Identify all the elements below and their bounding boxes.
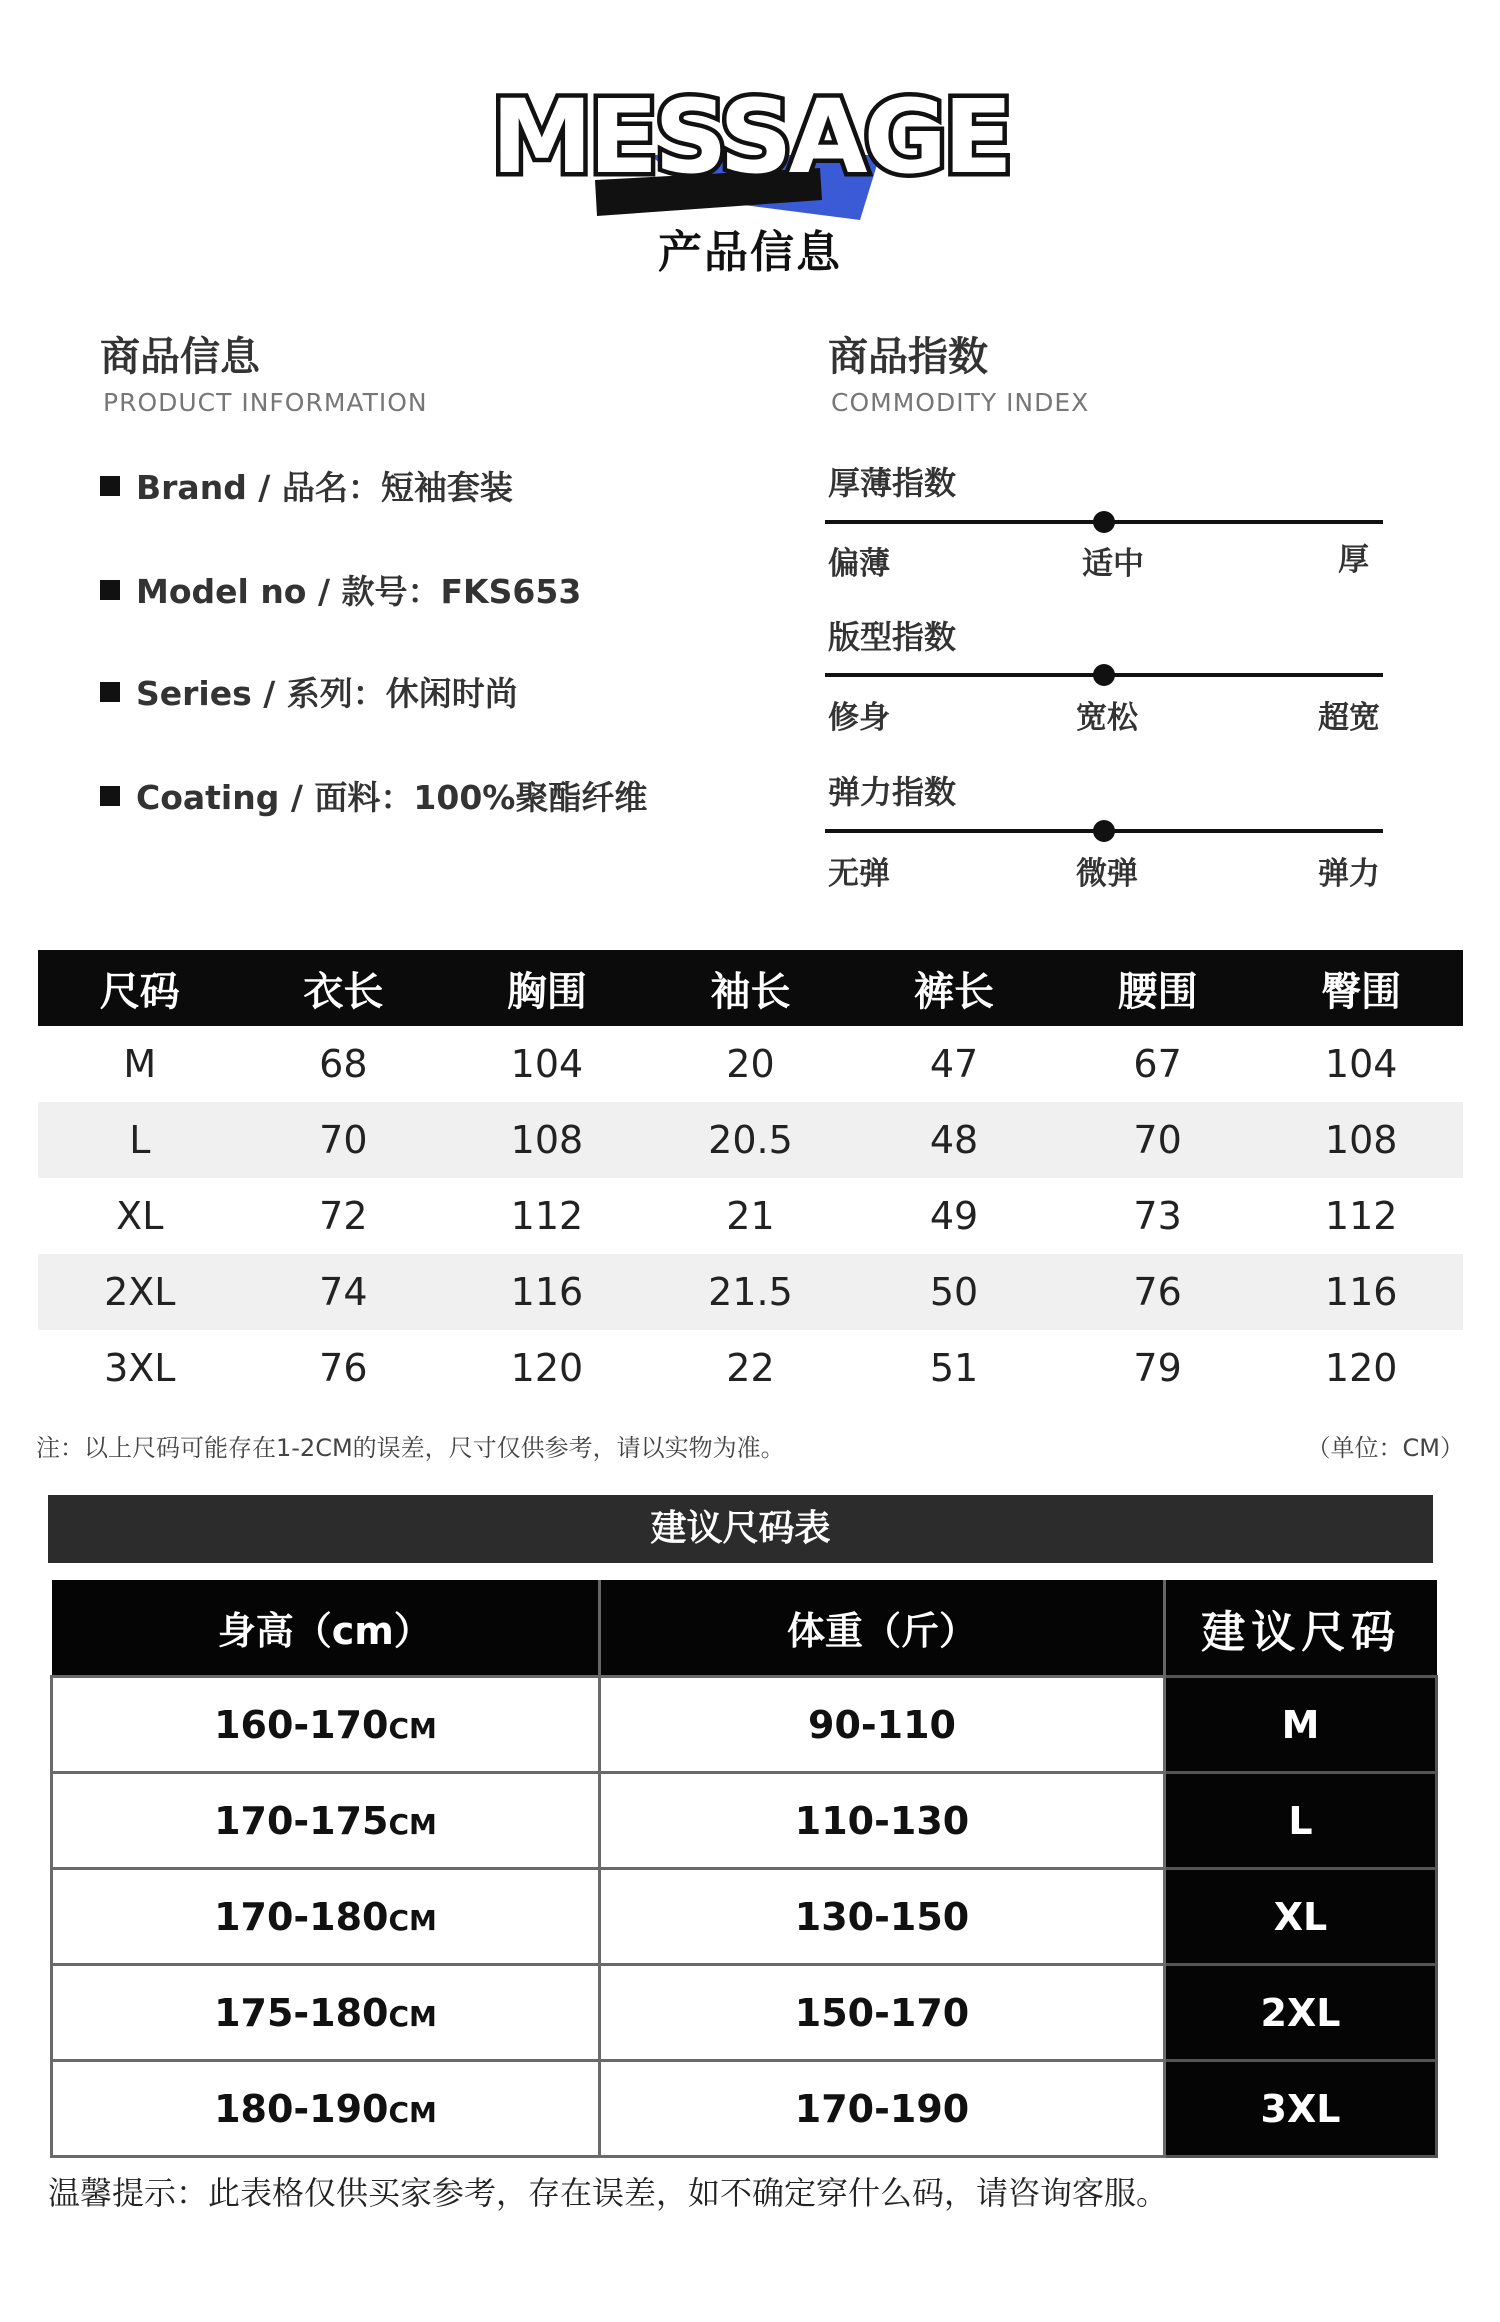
fit-label-mid: 宽松 xyxy=(1076,700,1138,736)
thickness-label-low: 偏薄 xyxy=(828,546,890,582)
col-header-weight: 体重（斤） xyxy=(600,1580,1165,1677)
table-cell: 3XL xyxy=(104,1346,176,1390)
size-table xyxy=(38,950,1463,1406)
recommend-header-row xyxy=(52,1580,1437,1677)
weight-cell: 130-150 xyxy=(600,1869,1165,1965)
elasticity-label-mid: 微弹 xyxy=(1076,856,1138,892)
col-header-pants-length: 裤长 xyxy=(852,950,1056,1026)
square-bullet-icon xyxy=(100,580,120,600)
recommend-table-title: 建议尺码表 xyxy=(48,1495,1433,1563)
info-value: 短袖套装 xyxy=(380,468,513,507)
size-cell: M xyxy=(1165,1677,1437,1773)
commodity-index-title: 商品指数 xyxy=(828,334,988,380)
info-series xyxy=(100,668,518,715)
height-unit: CM xyxy=(388,2095,437,2129)
table-row xyxy=(38,1330,1463,1406)
table-row xyxy=(52,1773,1437,1869)
height-unit: CM xyxy=(388,1999,437,2033)
table-cell: 21.5 xyxy=(649,1254,853,1330)
table-row xyxy=(52,1677,1437,1773)
weight-cell: 150-170 xyxy=(600,1965,1165,2061)
info-value: 休闲时尚 xyxy=(385,674,518,713)
col-header-height: 身高（cm） xyxy=(52,1580,600,1677)
height-unit: CM xyxy=(388,1903,437,1937)
logo-text: MESSAGE xyxy=(491,78,1009,197)
table-row xyxy=(52,1965,1437,2061)
height-unit: CM xyxy=(388,1807,437,1841)
table-cell: 48 xyxy=(852,1102,1056,1178)
table-cell: 74 xyxy=(242,1254,446,1330)
size-cell: L xyxy=(1165,1773,1437,1869)
table-cell: 76 xyxy=(319,1346,368,1390)
height-cell xyxy=(52,2061,600,2157)
height-value: 180-190 xyxy=(214,2086,389,2131)
height-value: 160-170 xyxy=(214,1702,389,1747)
fit-index-title: 版型指数 xyxy=(828,618,957,656)
elasticity-index-marker xyxy=(1093,820,1115,842)
col-header-sleeve: 袖长 xyxy=(649,950,853,1026)
message-logo xyxy=(460,60,1040,240)
thickness-label-high: 厚 xyxy=(1338,542,1369,578)
table-cell: 79 xyxy=(1133,1346,1182,1390)
elasticity-label-high: 弹力 xyxy=(1318,856,1380,892)
table-cell: 50 xyxy=(852,1254,1056,1330)
info-value: FKS653 xyxy=(440,572,582,611)
thickness-index-title: 厚薄指数 xyxy=(828,464,957,502)
table-cell: 51 xyxy=(929,1346,979,1390)
table-cell: 70 xyxy=(242,1102,446,1178)
recommend-table xyxy=(50,1580,1438,2158)
col-header-chest: 胸围 xyxy=(445,950,649,1026)
thickness-index-marker xyxy=(1093,511,1115,533)
table-row xyxy=(38,1102,1463,1178)
product-info-subtitle: PRODUCT INFORMATION xyxy=(103,388,428,417)
thickness-label-mid: 适中 xyxy=(1082,546,1144,582)
size-cell: XL xyxy=(1165,1869,1437,1965)
size-cell: 2XL xyxy=(1165,1965,1437,2061)
table-cell: 116 xyxy=(445,1254,649,1330)
table-cell: 104 xyxy=(510,1042,584,1086)
weight-cell: 110-130 xyxy=(600,1773,1165,1869)
table-row xyxy=(52,2061,1437,2157)
table-cell: 120 xyxy=(1324,1346,1398,1390)
info-label: Model no / 款号： xyxy=(136,572,441,611)
table-cell: 67 xyxy=(1133,1042,1182,1086)
height-value: 175-180 xyxy=(214,1990,389,2035)
elasticity-label-low: 无弹 xyxy=(828,856,890,892)
size-table-unit: （单位：CM） xyxy=(1306,1434,1464,1462)
table-cell: 49 xyxy=(929,1194,979,1238)
height-unit: CM xyxy=(388,1711,437,1745)
info-label: Coating / 面料： xyxy=(136,778,414,817)
table-cell: 72 xyxy=(319,1194,368,1238)
col-header-length: 衣长 xyxy=(242,950,446,1026)
col-header-size: 尺码 xyxy=(38,950,242,1026)
height-value: 170-175 xyxy=(214,1798,389,1843)
height-cell xyxy=(52,1965,600,2061)
table-cell: 73 xyxy=(1133,1194,1182,1238)
fit-label-low: 修身 xyxy=(828,700,890,736)
size-table-note: 注：以上尺码可能存在1-2CM的误差，尺寸仅供参考，请以实物为准。 xyxy=(36,1434,785,1462)
table-row xyxy=(38,1178,1463,1254)
square-bullet-icon xyxy=(100,682,120,702)
table-cell: 70 xyxy=(1056,1102,1260,1178)
table-cell: 108 xyxy=(1259,1102,1463,1178)
header-subtitle: 产品信息 xyxy=(658,227,842,278)
col-header-suggested-size: 建议尺码 xyxy=(1165,1580,1437,1677)
table-cell: 116 xyxy=(1259,1254,1463,1330)
size-cell: 3XL xyxy=(1165,2061,1437,2157)
table-cell: 104 xyxy=(1324,1042,1398,1086)
col-header-hip: 臀围 xyxy=(1259,950,1463,1026)
table-cell: 22 xyxy=(726,1346,775,1390)
table-cell: 20 xyxy=(726,1042,775,1086)
commodity-index-subtitle: COMMODITY INDEX xyxy=(831,388,1090,417)
table-cell: 20.5 xyxy=(649,1102,853,1178)
height-cell xyxy=(52,1773,600,1869)
table-cell: XL xyxy=(116,1194,164,1238)
product-info-title: 商品信息 xyxy=(100,334,260,380)
table-cell: 112 xyxy=(1324,1194,1398,1238)
table-cell: 76 xyxy=(1056,1254,1260,1330)
height-cell xyxy=(52,1869,600,1965)
fit-label-high: 超宽 xyxy=(1318,700,1380,736)
info-model xyxy=(100,566,581,613)
table-cell: 108 xyxy=(445,1102,649,1178)
table-cell: 47 xyxy=(929,1042,979,1086)
info-brand xyxy=(100,462,513,509)
table-cell: 112 xyxy=(510,1194,584,1238)
table-row xyxy=(38,1254,1463,1330)
table-cell: M xyxy=(123,1042,157,1086)
info-label: Series / 系列： xyxy=(136,674,386,713)
table-row xyxy=(52,1869,1437,1965)
reminder-tip: 温馨提示：此表格仅供买家参考，存在误差，如不确定穿什么码，请咨询客服。 xyxy=(48,2174,1169,2212)
table-cell: 68 xyxy=(319,1042,368,1086)
size-table-header-row xyxy=(38,950,1463,1026)
height-cell xyxy=(52,1677,600,1773)
elasticity-index-title: 弹力指数 xyxy=(828,773,957,811)
info-label: Brand / 品名： xyxy=(136,468,381,507)
square-bullet-icon xyxy=(100,786,120,806)
weight-cell: 170-190 xyxy=(600,2061,1165,2157)
table-cell: 2XL xyxy=(38,1254,242,1330)
fit-index-marker xyxy=(1093,664,1115,686)
table-cell: 21 xyxy=(726,1194,775,1238)
col-header-waist: 腰围 xyxy=(1056,950,1260,1026)
page-header xyxy=(0,0,1500,300)
table-cell: 120 xyxy=(510,1346,584,1390)
info-value: 100%聚酯纤维 xyxy=(413,778,648,817)
info-coating xyxy=(100,772,647,819)
square-bullet-icon xyxy=(100,476,120,496)
table-cell: L xyxy=(38,1102,242,1178)
height-value: 170-180 xyxy=(214,1894,389,1939)
table-row xyxy=(38,1026,1463,1102)
weight-cell: 90-110 xyxy=(600,1677,1165,1773)
